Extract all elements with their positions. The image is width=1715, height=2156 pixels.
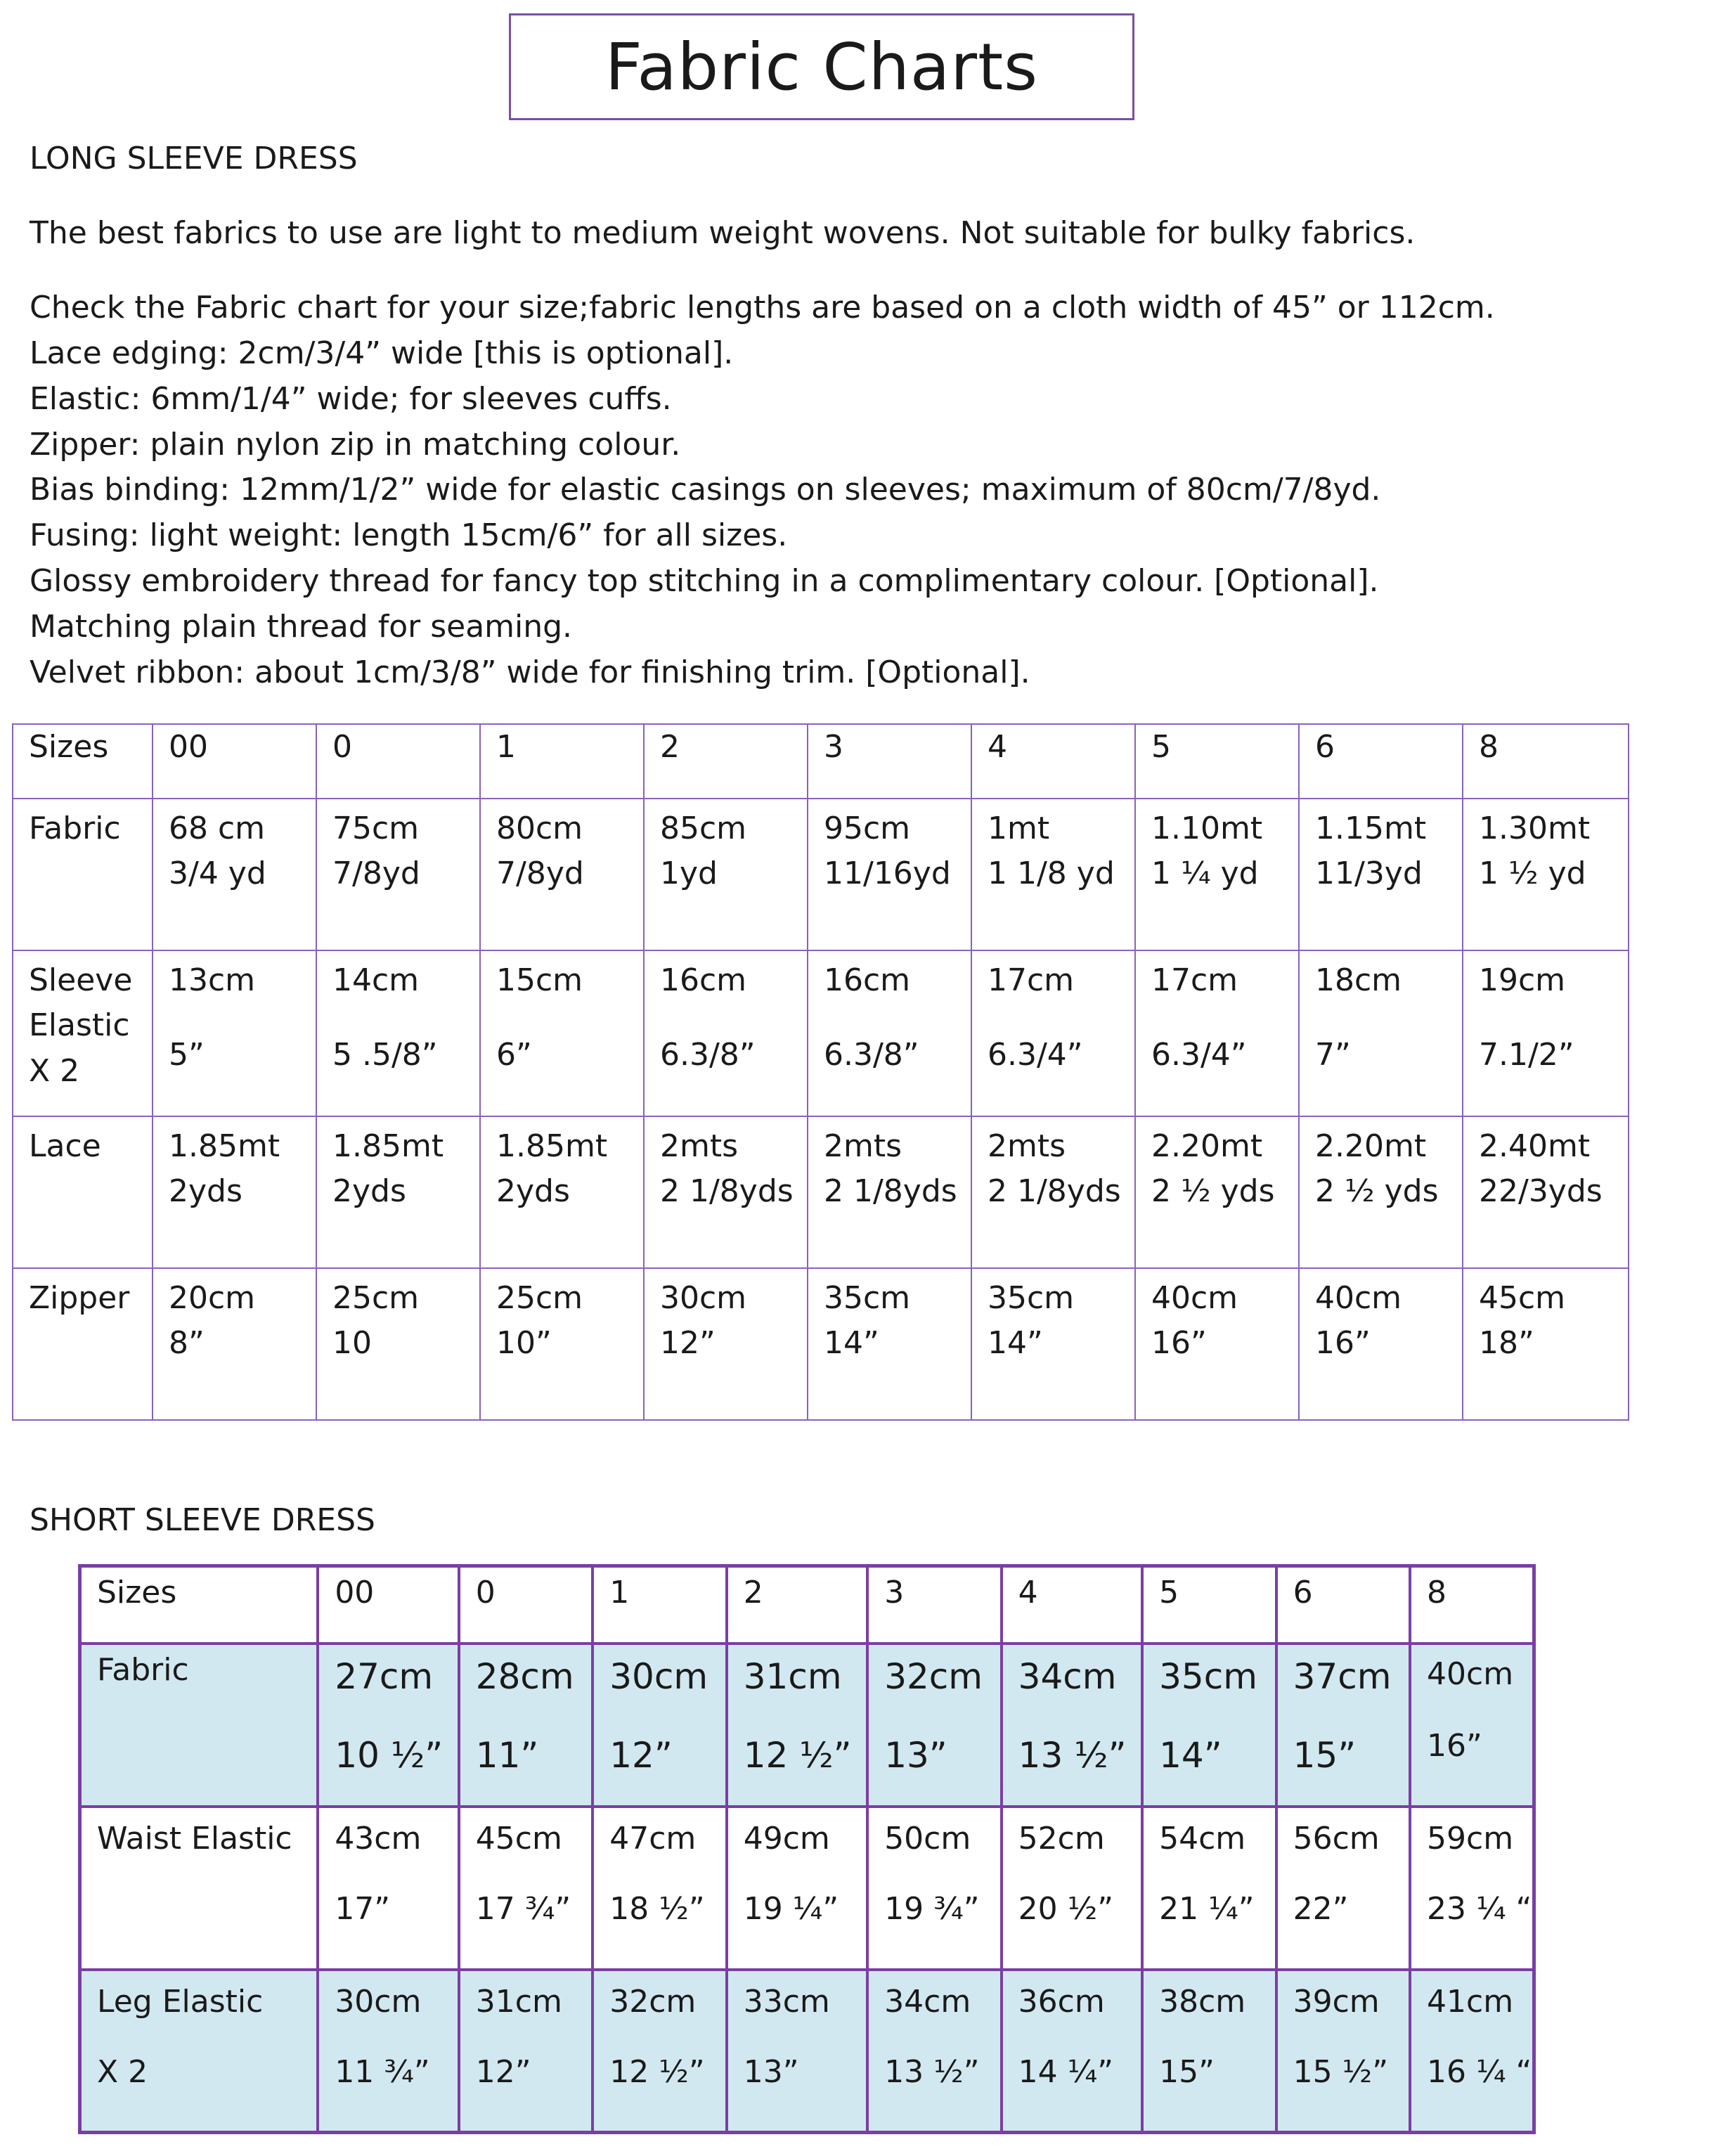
note-line: Elastic: 6mm/1/4” wide; for sleeves cuffs. (30, 381, 672, 417)
metric-value: 33cm (743, 1983, 830, 2020)
imperial-value: 12” (609, 1734, 673, 1776)
table-row-lace (13, 1116, 1629, 1268)
size-label: 2 (660, 729, 680, 765)
table-header-row (13, 724, 1629, 799)
imperial-value: 18” (1479, 1325, 1534, 1361)
imperial-value: 7.1/2” (1479, 1037, 1574, 1073)
table-row-waist-elastic (80, 1807, 1534, 1970)
row-label: Fabric (97, 1651, 189, 1688)
imperial-value: 7” (1315, 1037, 1351, 1073)
size-cell (318, 1566, 458, 1644)
imperial-value: 11/16yd (824, 856, 951, 891)
metric-value: 45cm (475, 1820, 562, 1857)
table-cell (808, 1116, 971, 1268)
metric-value: 50cm (884, 1820, 971, 1857)
metric-value: 2mts (660, 1128, 739, 1164)
metric-value: 38cm (1159, 1983, 1246, 2020)
metric-value: 54cm (1159, 1820, 1246, 1857)
metric-value: 1.10mt (1151, 811, 1263, 846)
metric-value: 1.85mt (496, 1128, 608, 1164)
imperial-value: 15” (1159, 2053, 1215, 2090)
imperial-value: 10 ½” (335, 1734, 444, 1776)
size-cell (971, 724, 1135, 799)
table-cell (1142, 1644, 1276, 1807)
table-cell (480, 1268, 644, 1420)
table-cell (644, 799, 808, 950)
table-cell (316, 1116, 480, 1268)
metric-value: 49cm (743, 1820, 830, 1857)
note-line: Fusing: light weight: length 15cm/6” for all sizes. (30, 517, 788, 553)
table-cell (1142, 1807, 1276, 1970)
imperial-value: 16” (1427, 1727, 1482, 1764)
table-row-leg-elastic (80, 1970, 1534, 2133)
metric-value: 2.40mt (1479, 1128, 1591, 1164)
note-line: Check the Fabric chart for your size;fabric lengths are based on a cloth width of 45” or 112cm. (30, 290, 1495, 325)
note-line: Lace edging: 2cm/3/4” wide [this is optional]. (30, 335, 734, 371)
metric-value: 14cm (332, 962, 420, 998)
table-cell (727, 1970, 867, 2133)
table-cell (808, 950, 971, 1116)
table-cell (867, 1807, 1001, 1970)
imperial-value: 15” (1293, 1734, 1357, 1776)
table-cell (1002, 1970, 1142, 2133)
row-label: Sleeve (29, 962, 133, 998)
imperial-value: 1 1/8 yd (988, 856, 1115, 891)
imperial-value: 1yd (660, 856, 718, 891)
table-cell (1410, 1970, 1534, 2133)
size-label: 5 (1151, 729, 1171, 765)
table-cell (727, 1807, 867, 1970)
imperial-value: 6.3/4” (988, 1037, 1083, 1073)
metric-value: 16cm (660, 962, 747, 998)
metric-value: 45cm (1479, 1280, 1566, 1316)
imperial-value: 6.3/4” (1151, 1037, 1247, 1073)
size-label: 8 (1427, 1575, 1447, 1610)
row-label: Lace (29, 1128, 101, 1164)
table-cell (1135, 799, 1299, 950)
row-label: X 2 (97, 2053, 148, 2090)
size-label: 5 (1159, 1575, 1179, 1610)
table-cell (971, 1268, 1135, 1420)
size-label: 4 (1018, 1575, 1038, 1610)
size-cell (593, 1566, 726, 1644)
size-cell (1142, 1566, 1276, 1644)
table-cell (971, 950, 1135, 1116)
metric-value: 25cm (332, 1280, 420, 1316)
metric-value: 30cm (335, 1983, 422, 2020)
metric-value: 41cm (1427, 1983, 1514, 2020)
table-cell (480, 1116, 644, 1268)
size-cell (459, 1566, 593, 1644)
row-label: X 2 (29, 1053, 80, 1089)
size-cell (1002, 1566, 1142, 1644)
metric-value: 80cm (496, 811, 583, 846)
metric-value: 34cm (1018, 1655, 1117, 1697)
table-cell (1002, 1807, 1142, 1970)
table-cell (1276, 1807, 1410, 1970)
metric-value: 68 cm (169, 811, 266, 846)
short-sleeve-fabric-table (78, 1564, 1536, 2134)
metric-value: 27cm (335, 1655, 434, 1697)
metric-value: 40cm (1151, 1280, 1238, 1316)
table-cell (1299, 1116, 1463, 1268)
metric-value: 32cm (884, 1655, 983, 1697)
table-cell (1410, 1644, 1534, 1807)
table-cell (593, 1807, 726, 1970)
size-cell (316, 724, 480, 799)
imperial-value: 16” (1151, 1325, 1207, 1361)
row-label-cell (13, 724, 153, 799)
imperial-value: 5” (169, 1037, 205, 1073)
size-label: 00 (335, 1575, 375, 1610)
size-cell (1276, 1566, 1410, 1644)
row-label-cell (13, 1116, 153, 1268)
imperial-value: 6” (496, 1037, 532, 1073)
imperial-value: 22” (1293, 1890, 1349, 1927)
table-row-fabric (13, 799, 1629, 950)
imperial-value: 23 ¼ “ (1427, 1890, 1532, 1927)
table-cell (153, 799, 316, 950)
long-sleeve-fabric-table (12, 723, 1629, 1421)
page-title: Fabric Charts (509, 13, 1134, 120)
table-cell (808, 1268, 971, 1420)
imperial-value: 14” (988, 1325, 1043, 1361)
row-label-cell (80, 1566, 318, 1644)
metric-value: 35cm (1159, 1655, 1257, 1697)
metric-value: 1.15mt (1315, 811, 1427, 846)
table-cell (1135, 1268, 1299, 1420)
imperial-value: 2yds (496, 1173, 570, 1209)
imperial-value: 8” (169, 1325, 205, 1361)
imperial-value: 13” (743, 2053, 799, 2090)
table-cell (808, 799, 971, 950)
metric-value: 2.20mt (1151, 1128, 1263, 1164)
size-cell (644, 724, 808, 799)
row-label: Fabric (29, 811, 121, 846)
metric-value: 52cm (1018, 1820, 1105, 1857)
row-label: Elastic (29, 1007, 130, 1043)
imperial-value: 2 1/8yds (824, 1173, 957, 1209)
imperial-value: 10 (332, 1325, 372, 1361)
size-cell (480, 724, 644, 799)
note-line: Bias binding: 12mm/1/2” wide for elastic casings on sleeves; maximum of 80cm/7/8yd. (30, 472, 1381, 508)
metric-value: 75cm (332, 811, 420, 846)
imperial-value: 18 ½” (609, 1890, 705, 1927)
size-label: 1 (496, 729, 516, 765)
table-cell (318, 1644, 458, 1807)
imperial-value: 11/3yd (1315, 856, 1423, 891)
metric-value: 59cm (1427, 1820, 1514, 1857)
table-cell (971, 1116, 1135, 1268)
table-cell (480, 950, 644, 1116)
table-cell (1299, 799, 1463, 950)
metric-value: 37cm (1293, 1655, 1392, 1697)
table-cell (727, 1644, 867, 1807)
sizes-label: Sizes (97, 1575, 177, 1610)
table-cell (1276, 1644, 1410, 1807)
size-label: 4 (988, 729, 1007, 765)
imperial-value: 6.3/8” (824, 1037, 919, 1073)
table-cell (1463, 950, 1629, 1116)
table-cell (1463, 1116, 1629, 1268)
metric-value: 17cm (1151, 962, 1238, 998)
metric-value: 40cm (1427, 1655, 1514, 1692)
imperial-value: 2 ½ yds (1315, 1173, 1439, 1209)
note-line: Glossy embroidery thread for fancy top stitching in a complimentary colour. [Optional]. (30, 563, 1379, 599)
imperial-value: 17 ¾” (475, 1890, 571, 1927)
table-cell (593, 1970, 726, 2133)
metric-value: 30cm (609, 1655, 708, 1697)
size-label: 8 (1479, 729, 1499, 765)
metric-value: 85cm (660, 811, 747, 846)
size-label: 3 (884, 1575, 905, 1610)
row-label-cell (13, 1268, 153, 1420)
imperial-value: 16” (1315, 1325, 1371, 1361)
size-label: 0 (332, 729, 352, 765)
imperial-value: 11 ¾” (335, 2053, 430, 2090)
table-cell (1410, 1807, 1534, 1970)
imperial-value: 22/3yds (1479, 1173, 1603, 1209)
imperial-value: 12” (475, 2053, 531, 2090)
metric-value: 1.30mt (1479, 811, 1591, 846)
imperial-value: 14 ¼” (1018, 2053, 1114, 2090)
table-cell (593, 1644, 726, 1807)
table-cell (1135, 950, 1299, 1116)
metric-value: 1.85mt (169, 1128, 280, 1164)
imperial-value: 17” (335, 1890, 391, 1927)
table-cell (867, 1644, 1001, 1807)
row-label-cell (13, 950, 153, 1116)
metric-value: 16cm (824, 962, 911, 998)
imperial-value: 2yds (169, 1173, 242, 1209)
size-label: 3 (824, 729, 843, 765)
metric-value: 30cm (660, 1280, 747, 1316)
imperial-value: 14” (1159, 1734, 1222, 1776)
imperial-value: 7/8yd (332, 856, 420, 891)
imperial-value: 6.3/8” (660, 1037, 756, 1073)
table-cell (971, 799, 1135, 950)
table-cell (316, 1268, 480, 1420)
size-cell (867, 1566, 1001, 1644)
table-row-zipper (13, 1268, 1629, 1420)
table-cell (459, 1807, 593, 1970)
table-cell (459, 1644, 593, 1807)
table-cell (1299, 1268, 1463, 1420)
metric-value: 32cm (609, 1983, 697, 2020)
size-label: 2 (743, 1575, 763, 1610)
imperial-value: 20 ½” (1018, 1890, 1114, 1927)
imperial-value: 12” (660, 1325, 716, 1361)
long-sleeve-heading: LONG SLEEVE DRESS (30, 141, 358, 176)
table-cell (459, 1970, 593, 2133)
metric-value: 43cm (335, 1820, 422, 1857)
metric-value: 19cm (1479, 962, 1566, 998)
note-line: Matching plain thread for seaming. (30, 609, 573, 645)
table-cell (153, 950, 316, 1116)
metric-value: 35cm (824, 1280, 911, 1316)
intro-text: The best fabrics to use are light to medium weight wovens. Not suitable for bulky fabrics. (30, 215, 1416, 251)
metric-value: 1.85mt (332, 1128, 444, 1164)
table-cell (318, 1807, 458, 1970)
imperial-value: 12 ½” (743, 1734, 852, 1776)
imperial-value: 19 ¾” (884, 1890, 980, 1927)
table-cell (1299, 950, 1463, 1116)
table-cell (316, 950, 480, 1116)
table-cell (1002, 1644, 1142, 1807)
metric-value: 95cm (824, 811, 911, 846)
metric-value: 56cm (1293, 1820, 1380, 1857)
imperial-value: 2yds (332, 1173, 406, 1209)
table-row-fabric (80, 1644, 1534, 1807)
metric-value: 47cm (609, 1820, 697, 1857)
size-cell (808, 724, 971, 799)
metric-value: 36cm (1018, 1983, 1105, 2020)
table-cell (480, 799, 644, 950)
imperial-value: 13” (884, 1734, 947, 1776)
imperial-value: 13 ½” (884, 2053, 980, 2090)
imperial-value: 16 ¼ “ (1427, 2053, 1532, 2090)
imperial-value: 21 ¼” (1159, 1890, 1255, 1927)
size-cell (1299, 724, 1463, 799)
metric-value: 18cm (1315, 962, 1402, 998)
metric-value: 31cm (743, 1655, 842, 1697)
metric-value: 15cm (496, 962, 583, 998)
imperial-value: 5 .5/8” (332, 1037, 438, 1073)
metric-value: 31cm (475, 1983, 562, 2020)
table-cell (153, 1116, 316, 1268)
short-sleeve-heading: SHORT SLEEVE DRESS (30, 1502, 375, 1538)
size-label: 1 (609, 1575, 630, 1610)
size-cell (1410, 1566, 1534, 1644)
note-line: Zipper: plain nylon zip in matching colour. (30, 427, 681, 463)
imperial-value: 1 ¼ yd (1151, 856, 1259, 891)
table-cell (644, 950, 808, 1116)
table-cell (153, 1268, 316, 1420)
table-cell (1135, 1116, 1299, 1268)
row-label: Leg Elastic (97, 1983, 264, 2020)
note-line: Velvet ribbon: about 1cm/3/8” wide for finishing trim. [Optional]. (30, 654, 1030, 690)
size-label: 00 (169, 729, 208, 765)
sizes-label: Sizes (29, 729, 109, 765)
imperial-value: 19 ¼” (743, 1890, 839, 1927)
metric-value: 28cm (475, 1655, 574, 1697)
row-label-cell (80, 1807, 318, 1970)
imperial-value: 14” (824, 1325, 879, 1361)
size-label: 0 (475, 1575, 496, 1610)
imperial-value: 7/8yd (496, 856, 584, 891)
row-label: Waist Elastic (97, 1820, 292, 1857)
metric-value: 2mts (824, 1128, 902, 1164)
size-cell (1135, 724, 1299, 799)
table-cell (1463, 799, 1629, 950)
size-cell (1463, 724, 1629, 799)
row-label-cell (80, 1970, 318, 2133)
metric-value: 2mts (988, 1128, 1066, 1164)
imperial-value: 2 1/8yds (660, 1173, 794, 1209)
row-label: Zipper (29, 1280, 130, 1316)
metric-value: 1mt (988, 811, 1050, 846)
imperial-value: 11” (475, 1734, 539, 1776)
table-header-row (80, 1566, 1534, 1644)
table-cell (644, 1268, 808, 1420)
imperial-value: 3/4 yd (169, 856, 266, 891)
metric-value: 35cm (988, 1280, 1075, 1316)
imperial-value: 12 ½” (609, 2053, 705, 2090)
table-cell (867, 1970, 1001, 2133)
table-cell (1463, 1268, 1629, 1420)
imperial-value: 2 ½ yds (1151, 1173, 1275, 1209)
size-cell (727, 1566, 867, 1644)
size-label: 6 (1293, 1575, 1313, 1610)
imperial-value: 10” (496, 1325, 552, 1361)
table-cell (644, 1116, 808, 1268)
row-label-cell (13, 799, 153, 950)
metric-value: 39cm (1293, 1983, 1380, 2020)
table-cell (318, 1970, 458, 2133)
metric-value: 13cm (169, 962, 256, 998)
table-cell (1142, 1970, 1276, 2133)
row-label-cell (80, 1644, 318, 1807)
table-cell (316, 799, 480, 950)
imperial-value: 2 1/8yds (988, 1173, 1121, 1209)
size-label: 6 (1315, 729, 1335, 765)
metric-value: 25cm (496, 1280, 583, 1316)
imperial-value: 15 ½” (1293, 2053, 1388, 2090)
metric-value: 2.20mt (1315, 1128, 1427, 1164)
metric-value: 40cm (1315, 1280, 1402, 1316)
imperial-value: 1 ½ yd (1479, 856, 1586, 891)
imperial-value: 13 ½” (1018, 1734, 1127, 1776)
table-cell (1276, 1970, 1410, 2133)
table-row-sleeve-elastic (13, 950, 1629, 1116)
size-cell (153, 724, 316, 799)
metric-value: 34cm (884, 1983, 971, 2020)
metric-value: 20cm (169, 1280, 256, 1316)
metric-value: 17cm (988, 962, 1075, 998)
